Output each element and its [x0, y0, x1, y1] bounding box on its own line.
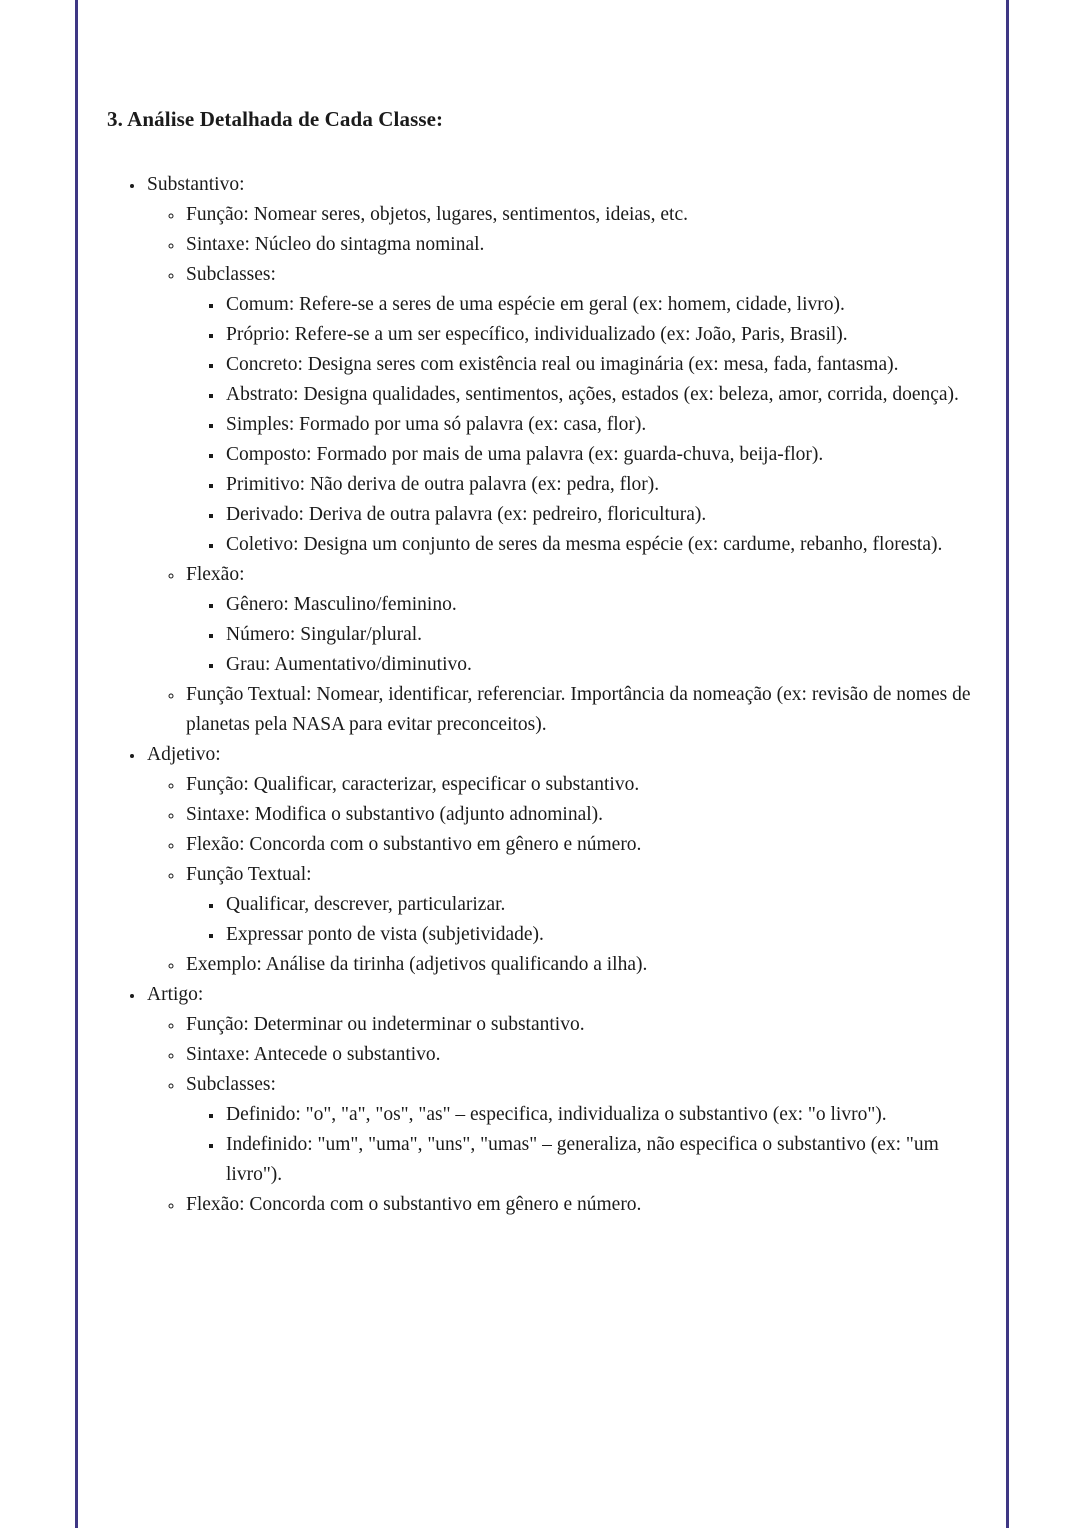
list-item-text: Abstrato: Designa qualidades, sentimentos, ações, estados (ex: beleza, amor, corrida, doença). — [226, 384, 959, 405]
list-item-text: Definido: "o", "a", "os", "as" – especifica, individualiza o substantivo (ex: "o livro"). — [226, 1104, 887, 1125]
list-item-text: Adjetivo: — [147, 744, 221, 765]
list-item-text: Função: Determinar ou indeterminar o substantivo. — [186, 1014, 585, 1035]
list-item — [184, 1040, 989, 1070]
list-item — [224, 380, 989, 410]
list-item — [224, 1100, 989, 1130]
list-level-3 — [186, 1100, 989, 1190]
list-item — [184, 560, 989, 680]
list-item-text: Flexão: — [186, 564, 245, 585]
list-level-3 — [186, 890, 989, 950]
list-item — [224, 590, 989, 620]
list-item-text: Artigo: — [147, 984, 204, 1005]
list-level-3 — [186, 290, 989, 560]
list-item — [184, 770, 989, 800]
list-item — [145, 170, 989, 740]
list-item-text: Expressar ponto de vista (subjetividade). — [226, 924, 544, 945]
list-level-2 — [147, 770, 989, 980]
list-item — [224, 410, 989, 440]
list-item — [184, 800, 989, 830]
list-item — [184, 830, 989, 860]
list-item — [224, 1130, 989, 1190]
list-item-text: Substantivo: — [147, 174, 245, 195]
list-item — [145, 740, 989, 980]
list-item-text: Próprio: Refere-se a um ser específico, individualizado (ex: João, Paris, Brasil). — [226, 324, 848, 345]
list-item — [184, 260, 989, 560]
list-item-text: Subclasses: — [186, 264, 276, 285]
list-item-text: Sintaxe: Antecede o substantivo. — [186, 1044, 441, 1065]
list-item — [224, 530, 989, 560]
list-item — [184, 680, 989, 740]
list-item-text: Sintaxe: Núcleo do sintagma nominal. — [186, 234, 485, 255]
list-item — [224, 920, 989, 950]
list-level-2 — [147, 200, 989, 740]
list-item — [224, 650, 989, 680]
list-item — [184, 230, 989, 260]
list-item — [224, 620, 989, 650]
list-item-text: Função: Qualificar, caracterizar, especificar o substantivo. — [186, 774, 640, 795]
list-item — [184, 950, 989, 980]
list-level-2 — [147, 1010, 989, 1220]
list-item — [184, 860, 989, 950]
list-item — [184, 1010, 989, 1040]
list-item — [224, 470, 989, 500]
list-item — [184, 1070, 989, 1190]
list-item-text: Função: Nomear seres, objetos, lugares, sentimentos, ideias, etc. — [186, 204, 688, 225]
document-list — [107, 170, 989, 1220]
document-content — [107, 106, 989, 1220]
list-level-3 — [186, 590, 989, 680]
list-item-text: Flexão: Concorda com o substantivo em gênero e número. — [186, 1194, 642, 1215]
list-item-text: Comum: Refere-se a seres de uma espécie em geral (ex: homem, cidade, livro). — [226, 294, 845, 315]
list-item-text: Coletivo: Designa um conjunto de seres da mesma espécie (ex: cardume, rebanho, floresta). — [226, 534, 943, 555]
list-item-text: Função Textual: — [186, 864, 312, 885]
list-item-text: Flexão: Concorda com o substantivo em gênero e número. — [186, 834, 642, 855]
list-item-text: Número: Singular/plural. — [226, 624, 423, 645]
list-item-text: Indefinido: "um", "uma", "uns", "umas" – generaliza, não especifica o substantivo (ex: "um livro"). — [226, 1134, 939, 1185]
list-item-text: Gênero: Masculino/feminino. — [226, 594, 457, 615]
list-item-text: Exemplo: Análise da tirinha (adjetivos qualificando a ilha). — [186, 954, 648, 975]
list-item — [224, 350, 989, 380]
list-item — [224, 320, 989, 350]
list-item — [224, 500, 989, 530]
list-item-text: Derivado: Deriva de outra palavra (ex: pedreiro, floricultura). — [226, 504, 707, 525]
list-item-text: Primitivo: Não deriva de outra palavra (ex: pedra, flor). — [226, 474, 660, 495]
section-heading: 3. Análise Detalhada de Cada Classe: — [107, 107, 444, 131]
list-item-text: Sintaxe: Modifica o substantivo (adjunto adnominal). — [186, 804, 604, 825]
list-item — [184, 200, 989, 230]
list-item — [224, 890, 989, 920]
list-item — [224, 440, 989, 470]
list-item-text: Concreto: Designa seres com existência real ou imaginária (ex: mesa, fada, fantasma). — [226, 354, 899, 375]
list-item — [145, 980, 989, 1220]
list-item — [184, 1190, 989, 1220]
list-item-text: Qualificar, descrever, particularizar. — [226, 894, 506, 915]
list-item-text: Simples: Formado por uma só palavra (ex: casa, flor). — [226, 414, 647, 435]
list-item-text: Função Textual: Nomear, identificar, referenciar. Importância da nomeação (ex: revisão de nomes de planetas pela NASA para evitar preconceitos). — [186, 684, 971, 735]
list-level-1 — [107, 170, 989, 1220]
list-item-text: Grau: Aumentativo/diminutivo. — [226, 654, 472, 675]
list-item-text: Subclasses: — [186, 1074, 276, 1095]
list-item — [224, 290, 989, 320]
list-item-text: Composto: Formado por mais de uma palavra (ex: guarda-chuva, beija-flor). — [226, 444, 824, 465]
